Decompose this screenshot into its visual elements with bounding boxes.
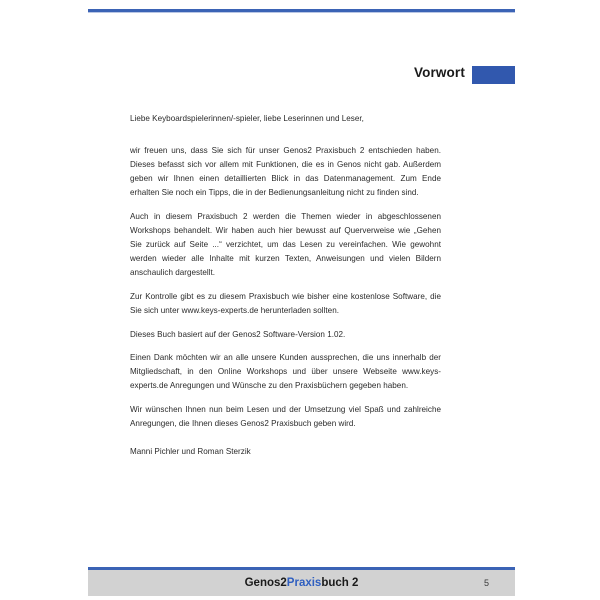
page-number: 5 (483, 578, 489, 588)
body-text-column (130, 112, 441, 459)
page-header (88, 62, 515, 88)
salutation-paragraph: Liebe Keyboardspielerinnen/-spieler, liebe Leserinnen und Leser, (130, 114, 364, 123)
footer-title-part1: Genos2 (244, 577, 287, 589)
author-signature: Manni Pichler und Roman Sterzik (130, 447, 251, 457)
footer-book-title (88, 570, 515, 596)
body-paragraph-5: Einen Dank möchten wir an alle unsere Kunden aussprechen, die uns innerhalb der Mitgliedschaft, in den Online Workshops und über unsere Webseite www.keys-experts.de Anregungen und Wünsche zu den Praxisbüchern gegeben haben. (130, 353, 441, 391)
top-accent-rule-shadow (88, 12, 515, 13)
body-paragraph-3: Zur Kontrolle gibt es zu diesem Praxisbuch wie bisher eine kostenlose Software, die Sie sich unter www.keys-experts.de herunterladen sollten. (130, 291, 441, 316)
header-accent-box (472, 66, 515, 84)
body-paragraph-6: Wir wünschen Ihnen nun beim Lesen und der Umsetzung viel Spaß und zahlreiche Anregungen, die Ihnen dieses Genos2 Praxisbuch geben wird. (130, 405, 441, 429)
footer-title-part2: buch 2 (321, 577, 359, 589)
footer-title-accent: Praxis (286, 577, 322, 589)
page-footer (88, 570, 515, 596)
page-title: Vorwort (413, 65, 465, 80)
body-paragraph-4: Dieses Buch basiert auf der Genos2 Software-Version 1.02. (130, 329, 346, 339)
body-paragraph-2: Auch in diesem Praxisbuch 2 werden die Themen wieder in abgeschlossenen Workshops behandelt. Wir haben auch hier bewusst auf Querverweise wie „Gehen Sie zurück auf Seite ...“ verzichtet, um das Lesen zu vereinfachen. Wie gewohnt werden wieder alle Inhalte mit kurzen Texten, Anweisungen und vielen Bildern anschaulich dargestellt. (130, 211, 441, 278)
body-paragraph-1: wir freuen uns, dass Sie sich für unser Genos2 Praxisbuch 2 entschieden haben. Dieses befasst sich vor allem mit Funktionen, die es in Genos nicht gab. Außerdem geben wir Ihnen einen detaillierten Blick in das Datenmanagement. Zum Ende erhalten Sie noch ein Tipps, die in der Bedienungsanleitung nicht zu finden sind. (130, 146, 441, 198)
